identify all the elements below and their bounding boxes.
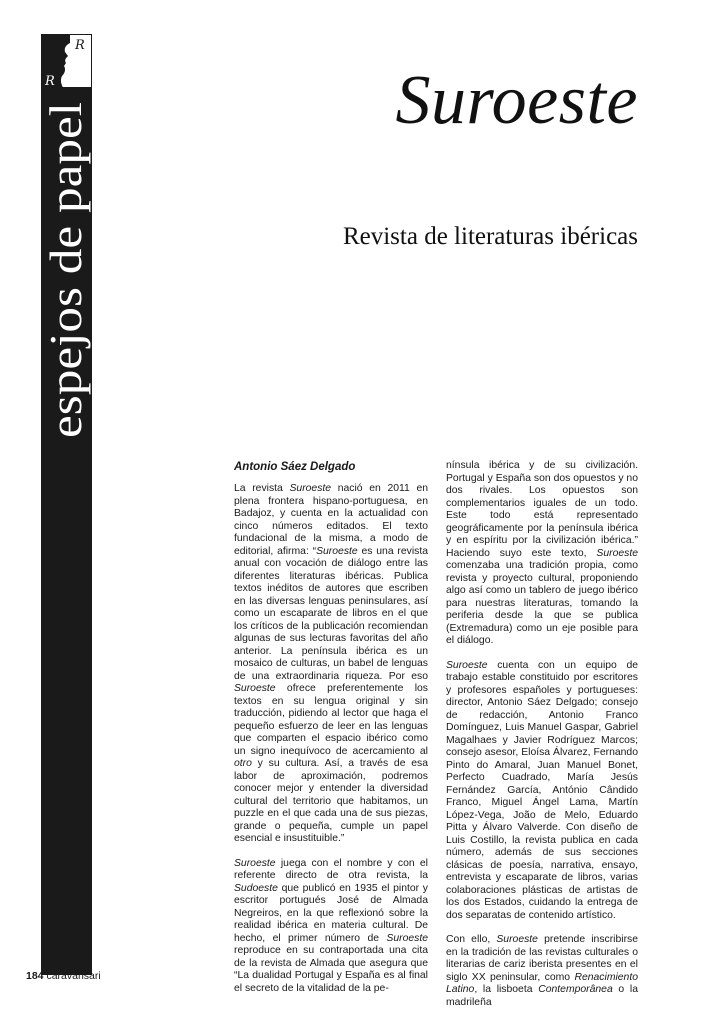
- magazine-logo: [41, 34, 92, 88]
- italic-text: Suroeste: [496, 934, 538, 945]
- italic-text: Suroeste: [316, 545, 358, 557]
- italic-text: Renacimiento Latino: [446, 971, 638, 995]
- article-paragraph: Suroeste juega con el nombre y con el referente directo de otra revista, la Sudoeste que publicó en 1935 el pintor y escritor portugués José de Almada Negreiros, en la que reflexionó sobre la realidad ibérica en materia cultural. De hecho, el primer número de Suroeste reproduce en su contraportada una cita de la revista de Almada que asegura que “La dualidad Portugal y España es al final el secreto de la vitalidad de la pe-: [234, 857, 428, 994]
- article-paragraph: nínsula ibérica y de su civilización. Portugal y España son dos opuestos y no dos rivales. Los opuestos son complementarios iguales de un todo. Este todo está representado geográficamente por la península ibérica y en espíritu por la civilización ibérica.” Haciendo suyo este texto, Suroeste comenzaba una tradición propia, como revista y proyecto cultural, proponiendo algo así como un tablero de juego ibérico para nuestras literaturas, tomando la periferia desde la que se publica (Extremadura) como un eje posible para el diálogo.: [446, 460, 638, 646]
- italic-text: Suroeste: [596, 547, 638, 559]
- page-footer: [26, 970, 101, 982]
- section-label: [41, 100, 92, 440]
- italic-text: otro: [234, 758, 252, 769]
- italic-text: Sudoeste: [234, 882, 278, 894]
- page-number: 184: [26, 970, 44, 982]
- article-paragraph: Con ello, Suroeste pretende inscribirse en la tradición de las revistas culturales o literarias de cariz iberista presentes en el siglo XX peninsular, como Renacimiento Latino, la lisboeta Contemporânea o la madrileña: [446, 934, 639, 1008]
- page-subtitle: Revista de literaturas ibéricas: [342, 223, 638, 250]
- article-paragraph: La revista Suroeste nació en 2011 en plena frontera hispano-portuguesa, en Badajoz, y cuenta en la actualidad con cinco números editados. El texto fundacional de la misma, a modo de editorial, afirma: “Suroeste es una revista anual con vocación de diálogo entre las diferentes literaturas ibéricas. Publica textos inéditos de autores que escriben en las diversas lenguas peninsulares, así como un escaparate de libros en el que los críticos de la publicación recomiendan algunas de sus lecturas favoritas del año anterior. La península ibérica es un mosaico de culturas, un babel de lenguas de una extraordinaria riqueza. Por eso Suroeste ofrece preferentemente los textos en su lengua original y sin traducción, pidiendo al lector que haga el pequeño esfuerzo de leer en las lenguas que comparten el espacio ibérico como un signo inequívoco de acercamiento al otro y su cultura. Así, a través de esa labor de aproximación, podremos conocer mejor y entender la diversidad cultural del territorio que habitamos, un puzzle en el que cada una de sus piezas, grande o pequeña, cumple un papel esencial e insustituible.”: [234, 483, 428, 844]
- italic-text: Suroeste: [234, 683, 276, 694]
- page-title: Suroeste: [395, 62, 638, 139]
- article-column-right: [446, 460, 638, 1021]
- logo-letter-top: R: [75, 38, 85, 53]
- italic-text: Contemporânea: [538, 984, 613, 995]
- section-label-text: espejos de papel: [41, 143, 91, 438]
- article-column-left: [234, 460, 428, 1007]
- italic-text: Suroeste: [289, 483, 332, 494]
- article-author: Antonio Sáez Delgado: [234, 461, 356, 473]
- magazine-name: caravansari: [46, 970, 101, 982]
- logo-letter-bottom: R: [45, 74, 55, 88]
- article-paragraph: Suroeste cuenta con un equipo de trabajo estable constituido por escritores y profesores españoles y portugueses: director, Antonio Sáez Delgado; consejo de redacción, Antonio Franco Domínguez, Luis Manuel Gaspar, Gabriel Magalhaes y Javier Rodríguez Marcos; consejo asesor, Eloísa Álvarez, Fernando Pinto do Amaral, Juan Manuel Bonet, Perfecto Cuadrado, María Jesús Fernández García, António Cândido Franco, Miguel Ángel Lama, Martín López-Vega, João de Melo, Eduardo Pitta y Álvaro Valverde. Con diseño de Luis Costillo, la revista publica en cada número, además de sus secciones clásicas de poesía, narrativa, ensayo, entrevista y escaparate de libros, varias colaboraciones plásticas de artistas de los dos Estados, cuidando la entrega de dos separatas de contenido artístico.: [446, 659, 638, 921]
- italic-text: Suroeste: [446, 659, 488, 671]
- italic-text: Suroeste: [234, 857, 276, 869]
- italic-text: Suroeste: [386, 932, 428, 944]
